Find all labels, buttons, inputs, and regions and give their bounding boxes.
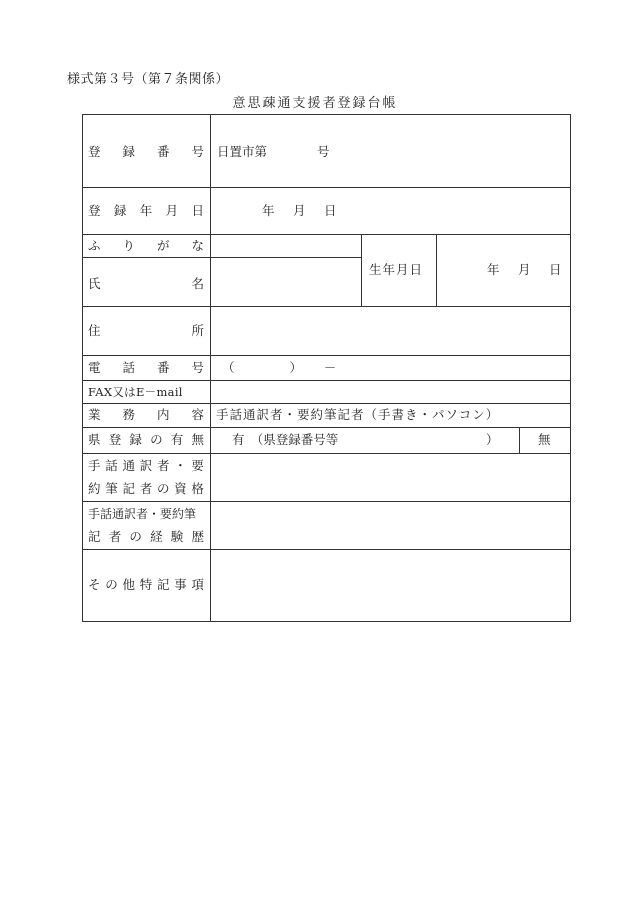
label-name: 氏 名 — [88, 276, 204, 291]
qualification-field[interactable] — [211, 454, 570, 501]
name-field[interactable] — [211, 258, 361, 306]
furigana-field[interactable] — [211, 235, 361, 257]
fax-email-field[interactable] — [211, 381, 570, 403]
label-qualification-line2: 約 筆 記 者 の 資 格 — [88, 481, 204, 496]
label-fax-email: FAX又はE－mail — [88, 385, 183, 399]
prefecture-registration-no-option[interactable]: 無 — [538, 432, 551, 447]
prefecture-registration-yes-option[interactable]: 有 （県登録番号等 — [232, 432, 339, 447]
address-field[interactable] — [211, 307, 570, 355]
experience-field[interactable] — [211, 502, 570, 549]
label-prefecture-registration: 県 登 録 の 有 無 — [88, 432, 204, 447]
birthdate-field[interactable]: 年 月 日 — [487, 262, 565, 277]
label-qualification-line1: 手 話 通 訳 者 ・ 要 — [88, 458, 204, 473]
label-address: 住 所 — [88, 323, 204, 338]
label-birthdate: 生年月日 — [369, 262, 424, 277]
label-furigana: ふ り が な — [88, 238, 204, 253]
prefecture-registration-close-paren: ） — [486, 432, 499, 447]
label-registration-number: 登 録 番 号 — [88, 144, 204, 159]
document-title: 意思疎通支援者登録台帳 — [232, 96, 398, 111]
label-experience-line1: 手話通訳者・要約筆 — [88, 507, 197, 521]
label-experience-line2: 記 者 の 経 験 歴 — [88, 529, 204, 544]
label-remarks: そ の 他 特 記 事 項 — [88, 577, 204, 592]
duties-value: 手話通訳者・要約筆記者（手書き・パソコン） — [216, 407, 500, 422]
remarks-field[interactable] — [211, 550, 570, 621]
label-registration-date: 登 録 年 月 日 — [88, 203, 204, 218]
phone-number-field[interactable]: （ ） － — [222, 360, 338, 375]
registration-date-field[interactable]: 年 月 日 — [262, 203, 340, 218]
form-number: 様式第３号（第７条関係） — [67, 72, 230, 87]
registration-number-field[interactable]: 日置市第 号 — [217, 144, 330, 159]
label-duties: 業 務 内 容 — [88, 407, 204, 422]
label-phone-number: 電 話 番 号 — [88, 360, 204, 375]
